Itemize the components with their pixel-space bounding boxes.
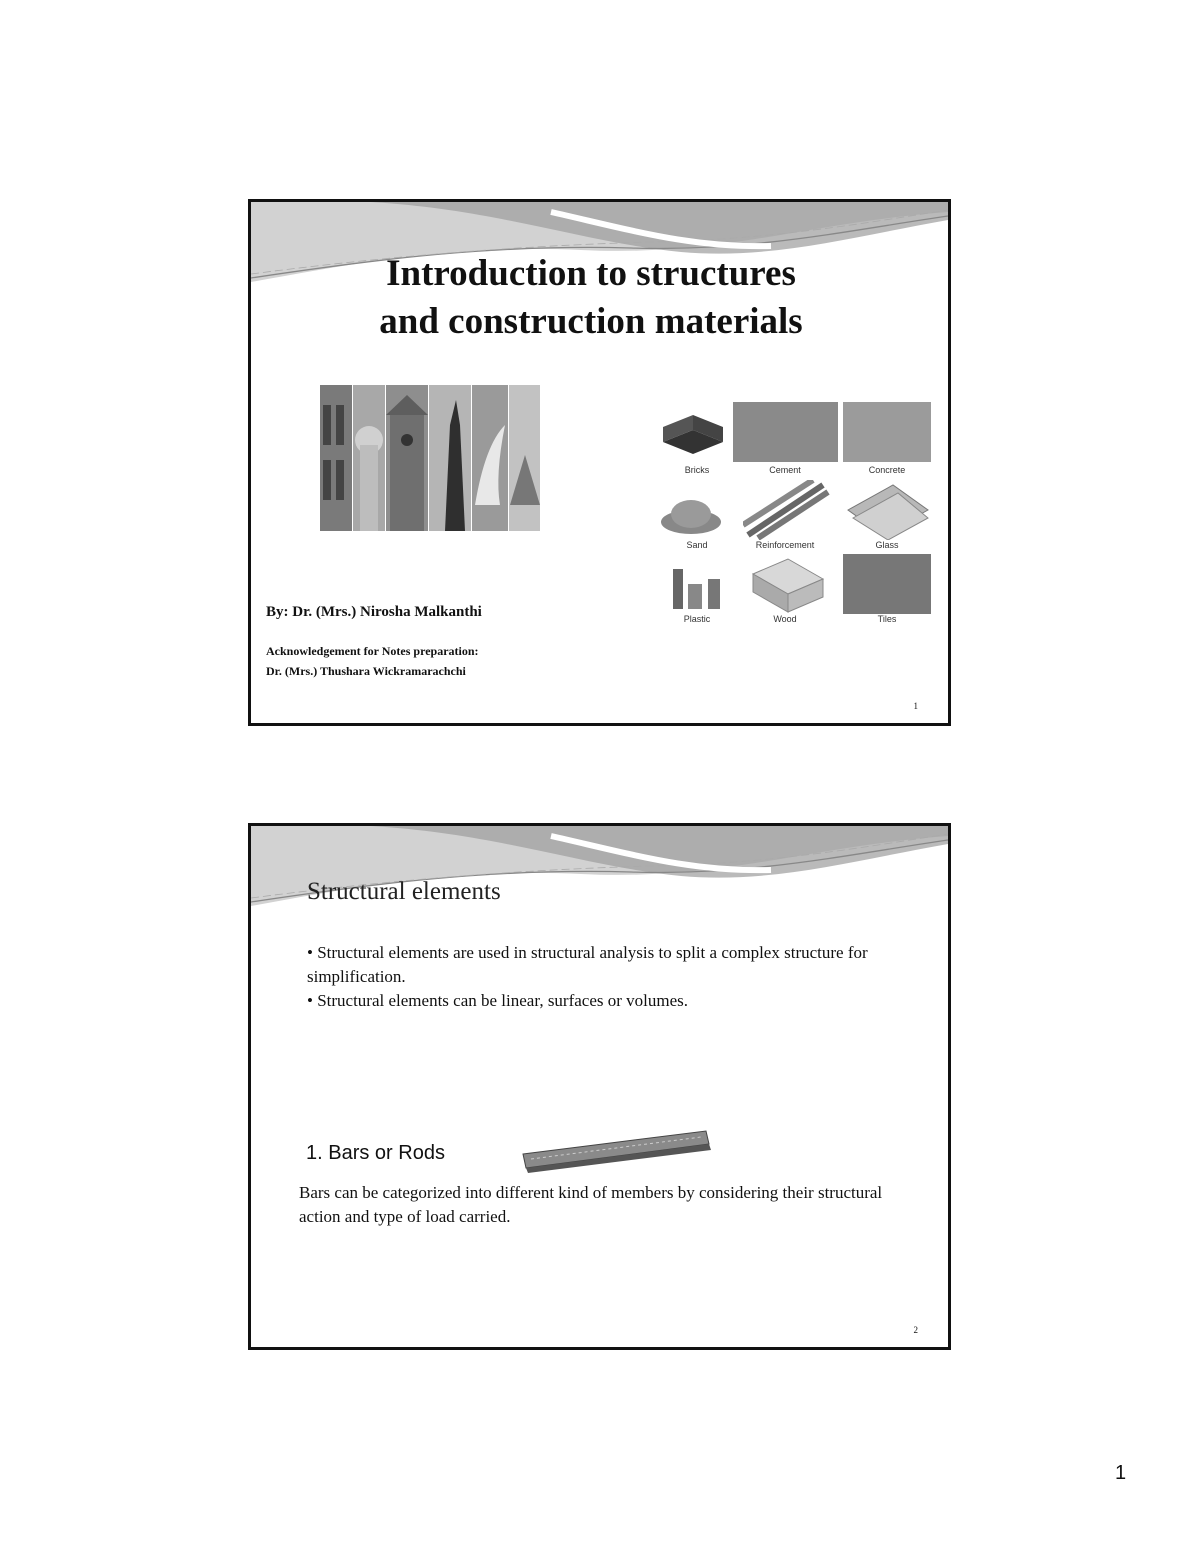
page-number: 1 (1115, 1462, 1127, 1484)
glass-image (843, 480, 931, 540)
wood-image (748, 554, 836, 614)
slide-1-title (351, 250, 831, 346)
reinforcement-image (743, 480, 831, 540)
author-line: By: Dr. (Mrs.) Nirosha Malkanthi (266, 604, 482, 620)
bullet-list (307, 941, 907, 1013)
plastic-image (653, 554, 741, 614)
title-line-2: and construction materials (379, 301, 803, 342)
concrete-image (843, 402, 931, 462)
bars-description: Bars can be categorized into different kind of members by considering their structural action and type of load carried. (299, 1183, 883, 1226)
slide-2-title: Structural elements (307, 878, 501, 905)
sand-image (653, 480, 741, 540)
bars-heading: 1. Bars or Rods (306, 1142, 445, 1164)
title-line-1: Introduction to structures (386, 253, 796, 294)
material-label-concrete: Concrete (868, 465, 906, 475)
material-label-sand: Sand (686, 540, 708, 550)
tiles-image (843, 554, 931, 614)
construction-materials-grid (653, 402, 933, 632)
slide-1 (248, 199, 951, 726)
material-label-tiles: Tiles (877, 614, 897, 624)
material-label-wood: Wood (773, 614, 797, 624)
bullet-item: • Structural elements are used in structural analysis to split a complex structure for simplification. (307, 943, 868, 986)
landmarks-photo-collage (320, 385, 540, 531)
material-label-bricks: Bricks (684, 465, 710, 475)
acknowledgement-heading: Acknowledgement for Notes preparation: (266, 644, 479, 658)
acknowledgement-name: Dr. (Mrs.) Thushara Wickramarachchi (266, 664, 466, 678)
slide-2-number: 2 (913, 1325, 918, 1335)
material-label-plastic: Plastic (683, 614, 711, 624)
material-label-glass: Glass (875, 540, 899, 550)
material-label-cement: Cement (769, 465, 801, 475)
slide-1-number: 1 (913, 701, 918, 711)
cement-image (733, 402, 838, 462)
bricks-image (653, 402, 741, 462)
steel-bar-image (521, 1126, 721, 1176)
bullet-item: • Structural elements can be linear, surfaces or volumes. (307, 991, 689, 1010)
slide-2 (248, 823, 951, 1350)
material-label-reinforcement: Reinforcement (755, 540, 815, 550)
